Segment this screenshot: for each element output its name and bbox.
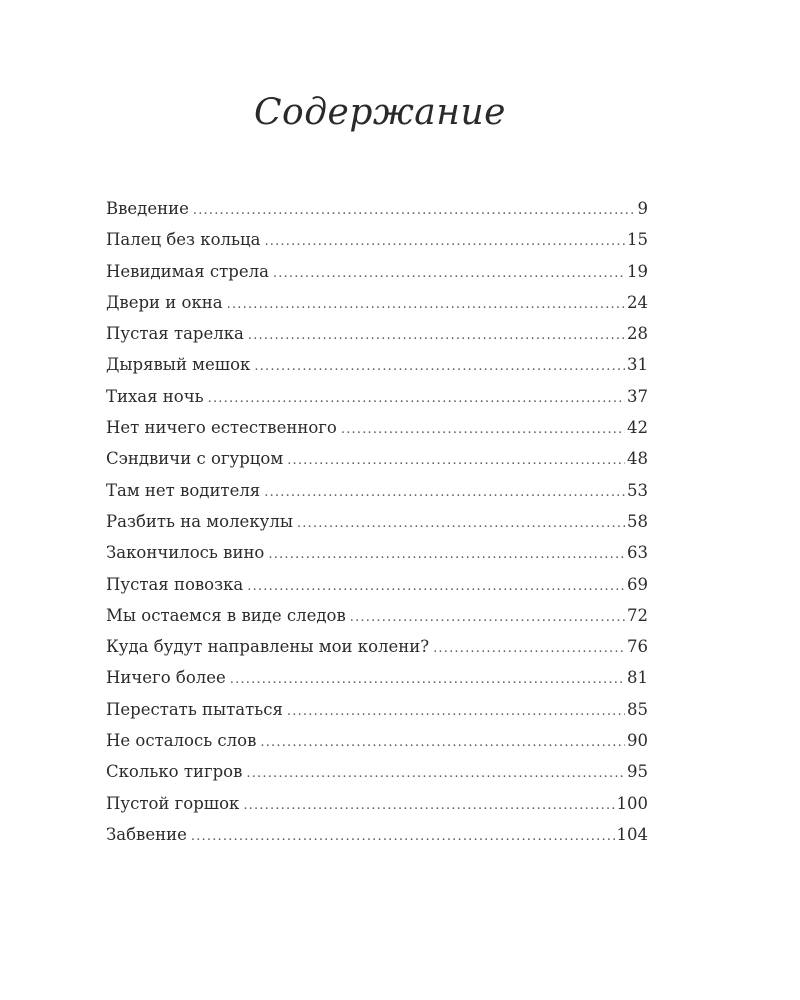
dot-leader (243, 798, 614, 813)
toc-entry[interactable] (106, 575, 648, 606)
toc-entry-page-number: 19 (627, 261, 648, 281)
toc-entry-label: Не осталось слов (106, 731, 257, 751)
toc-entry[interactable] (106, 668, 648, 699)
toc-entry-label: Тихая ночь (106, 386, 204, 406)
dot-leader (268, 547, 625, 562)
dot-leader (297, 516, 625, 531)
page-title: Содержание (254, 92, 506, 133)
dot-leader (193, 203, 636, 218)
toc-entry-page-number: 31 (627, 355, 648, 375)
dot-leader (273, 266, 625, 281)
dot-leader (247, 579, 625, 594)
dot-leader (287, 453, 625, 468)
toc-entry-label: Дырявый мешок (106, 355, 251, 375)
dot-leader (264, 485, 625, 500)
toc-entry-page-number: 69 (627, 574, 648, 594)
toc-entry-page-number: 100 (616, 793, 648, 813)
toc-entry-page-number: 85 (627, 699, 648, 719)
toc-entry[interactable] (106, 199, 648, 230)
toc-entry[interactable] (106, 293, 648, 324)
toc-entry-label: Перестать пытаться (106, 699, 283, 719)
toc-entry[interactable] (106, 230, 648, 261)
toc-entry-label: Пустая тарелка (106, 324, 244, 344)
dot-leader (227, 297, 625, 312)
toc-entry-page-number: 76 (627, 637, 648, 657)
toc-entry[interactable] (106, 324, 648, 355)
toc-entry[interactable] (106, 762, 648, 793)
toc-entry-page-number: 15 (627, 230, 648, 250)
toc-entry[interactable] (106, 512, 648, 543)
toc-entry-label: Куда будут направлены мои колени? (106, 637, 430, 657)
toc-entry[interactable] (106, 387, 648, 418)
toc-entry-page-number: 53 (627, 480, 648, 500)
dot-leader (191, 829, 615, 844)
toc-entry[interactable] (106, 731, 648, 762)
toc-entry-page-number: 95 (627, 762, 648, 782)
toc-entry[interactable] (106, 637, 648, 668)
toc-entry-label: Мы остаемся в виде следов (106, 605, 346, 625)
dot-leader (260, 735, 625, 750)
toc-entry-label: Палец без кольца (106, 230, 261, 250)
toc-entry-page-number: 58 (627, 511, 648, 531)
toc-entry[interactable] (106, 543, 648, 574)
toc-entry-label: Там нет водителя (106, 480, 261, 500)
toc-entry[interactable] (106, 449, 648, 480)
dot-leader (230, 672, 625, 687)
toc-entry-label: Разбить на молекулы (106, 511, 293, 531)
dot-leader (433, 641, 625, 656)
toc-entry-label: Двери и окна (106, 292, 223, 312)
toc-entry-page-number: 37 (627, 386, 648, 406)
toc-entry[interactable] (106, 355, 648, 386)
toc-entry-label: Закончилось вино (106, 543, 265, 563)
toc-entry[interactable] (106, 825, 648, 856)
toc-entry-page-number: 24 (627, 292, 648, 312)
toc-entry-page-number: 81 (627, 668, 648, 688)
toc-entry-label: Пустой горшок (106, 793, 240, 813)
toc-entry-label: Забвение (106, 824, 187, 844)
toc-entry-label: Введение (106, 199, 189, 218)
toc-entry-page-number: 48 (627, 449, 648, 469)
toc-entry-page-number: 9 (637, 199, 648, 218)
toc-entry-page-number: 104 (616, 824, 648, 844)
dot-leader (350, 610, 625, 625)
toc-entry[interactable] (106, 700, 648, 731)
toc-entry[interactable] (106, 606, 648, 637)
table-of-contents (106, 199, 648, 856)
toc-entry-label: Сколько тигров (106, 762, 243, 782)
toc-entry-page-number: 28 (627, 324, 648, 344)
dot-leader (264, 234, 625, 249)
toc-entry-label: Ничего более (106, 668, 226, 688)
dot-leader (248, 328, 625, 343)
dot-leader (287, 704, 625, 719)
toc-entry[interactable] (106, 418, 648, 449)
toc-entry-label: Невидимая стрела (106, 261, 269, 281)
toc-entry[interactable] (106, 481, 648, 512)
toc-entry-label: Пустая повозка (106, 574, 244, 594)
dot-leader (341, 422, 625, 437)
toc-entry[interactable] (106, 262, 648, 293)
dot-leader (254, 359, 625, 374)
toc-entry-page-number: 90 (627, 731, 648, 751)
dot-leader (246, 766, 625, 781)
toc-entry-label: Сэндвичи с огурцом (106, 449, 284, 469)
toc-entry[interactable] (106, 794, 648, 825)
dot-leader (208, 391, 625, 406)
toc-entry-page-number: 42 (627, 418, 648, 438)
toc-entry-page-number: 63 (627, 543, 648, 563)
toc-entry-label: Нет ничего естественного (106, 418, 337, 438)
toc-entry-page-number: 72 (627, 605, 648, 625)
